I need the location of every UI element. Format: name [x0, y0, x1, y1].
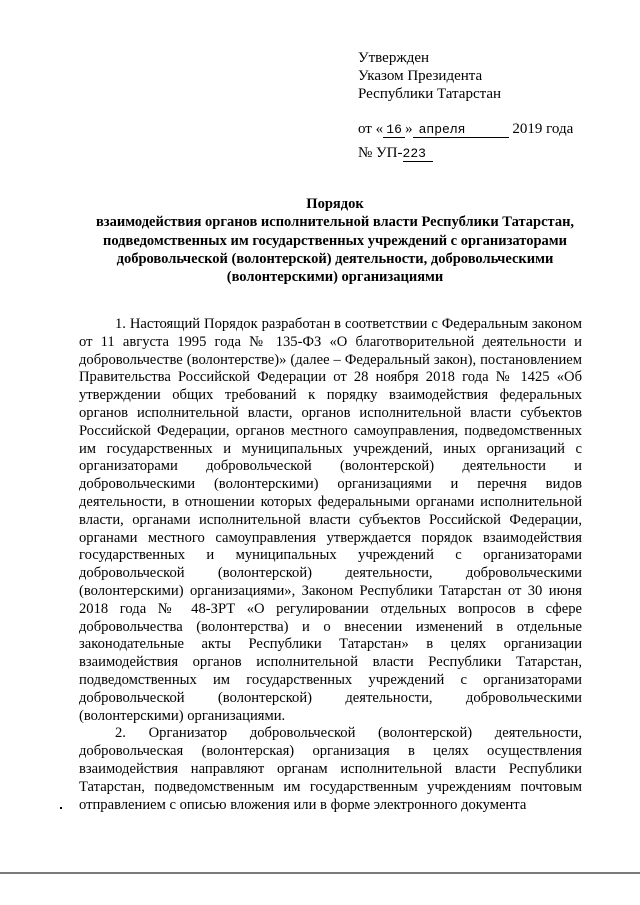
title-line-2: подведомственных им государственных учреждений с организаторами	[102, 232, 568, 249]
date-prefix: от «	[358, 121, 384, 137]
approval-line-2: Указом Президента	[358, 68, 483, 84]
approval-line-1: Утвержден	[358, 50, 430, 66]
scan-speck	[60, 807, 62, 809]
number-prefix: № УП-	[358, 145, 403, 161]
title-line-4: (волонтерскими) организациями	[226, 269, 444, 286]
approval-stamp	[358, 49, 573, 162]
date-mid: »	[405, 121, 413, 137]
paragraph-2: 2. Организатор добровольческой (волонтерской) деятельности, добровольческая (волонтерская) организация в целях осуществления взаимодействия направляют органам исполнительной власти Республики Татарстан, подведомственным им государственным учреждениям почтовым отправлением с описью вложения или в форме электронного документа	[79, 725, 582, 813]
document-title	[70, 195, 600, 286]
date-month: апреля	[413, 123, 509, 138]
approval-line-3: Республики Татарстан	[358, 86, 502, 102]
number-value: 223	[403, 147, 433, 162]
title-line-1: взаимодействия органов исполнительной власти Республики Татарстан,	[95, 214, 575, 231]
scan-bottom-edge	[0, 872, 640, 874]
date-year: 2019 года	[512, 121, 574, 137]
title-heading: Порядок	[306, 196, 364, 212]
title-line-3: добровольческой (волонтерской) деятельности, добровольческими	[116, 250, 554, 267]
date-day: 16	[383, 123, 405, 138]
document-body	[79, 316, 582, 814]
paragraph-1: 1. Настоящий Порядок разработан в соответствии с Федеральным законом от 11 августа 1995 года № 135-ФЗ «О благотворительной деятельности и добровольчестве (волонтерстве)» (далее – Федеральный закон), постановлением Правительства Российской Федерации от 28 ноября 2018 года № 1425 «Об утверждении общих требований к порядку взаимодействия федеральных органов исполнительной власти, органов исполнительной власти субъектов Российской Федерации, органов местного самоуправления, подведомственных им государственных и муниципальных учреждений, иных организаций с организаторами добровольческой (волонтерской) деятельности и добровольческими (волонтерскими) организациями и перечня видов деятельности, в отношении которых федеральными органами исполнительной власти, органами исполнительной власти субъектов Российской Федерации, органами местного самоуправления утверждается порядок взаимодействия государственных и муниципальных учреждений с организаторами добровольческой (волонтерской) деятельности, добровольческими (волонтерскими) организациями», Законом Республики Татарстан от 30 июня 2018 года № 48-ЗРТ «О регулировании отдельных вопросов в сфере добровольчества (волонтерства) и о внесении изменений в отдельные законодательные акты Республики Татарстан» в целях организации взаимодействия органов исполнительной власти Республики Татарстан, подведомственных им государственных учреждений с организаторами добровольческой (волонтерской) деятельности, добровольческими (волонтерскими) организациями.	[79, 316, 582, 724]
approval-date	[358, 120, 573, 138]
approval-number	[358, 144, 573, 162]
